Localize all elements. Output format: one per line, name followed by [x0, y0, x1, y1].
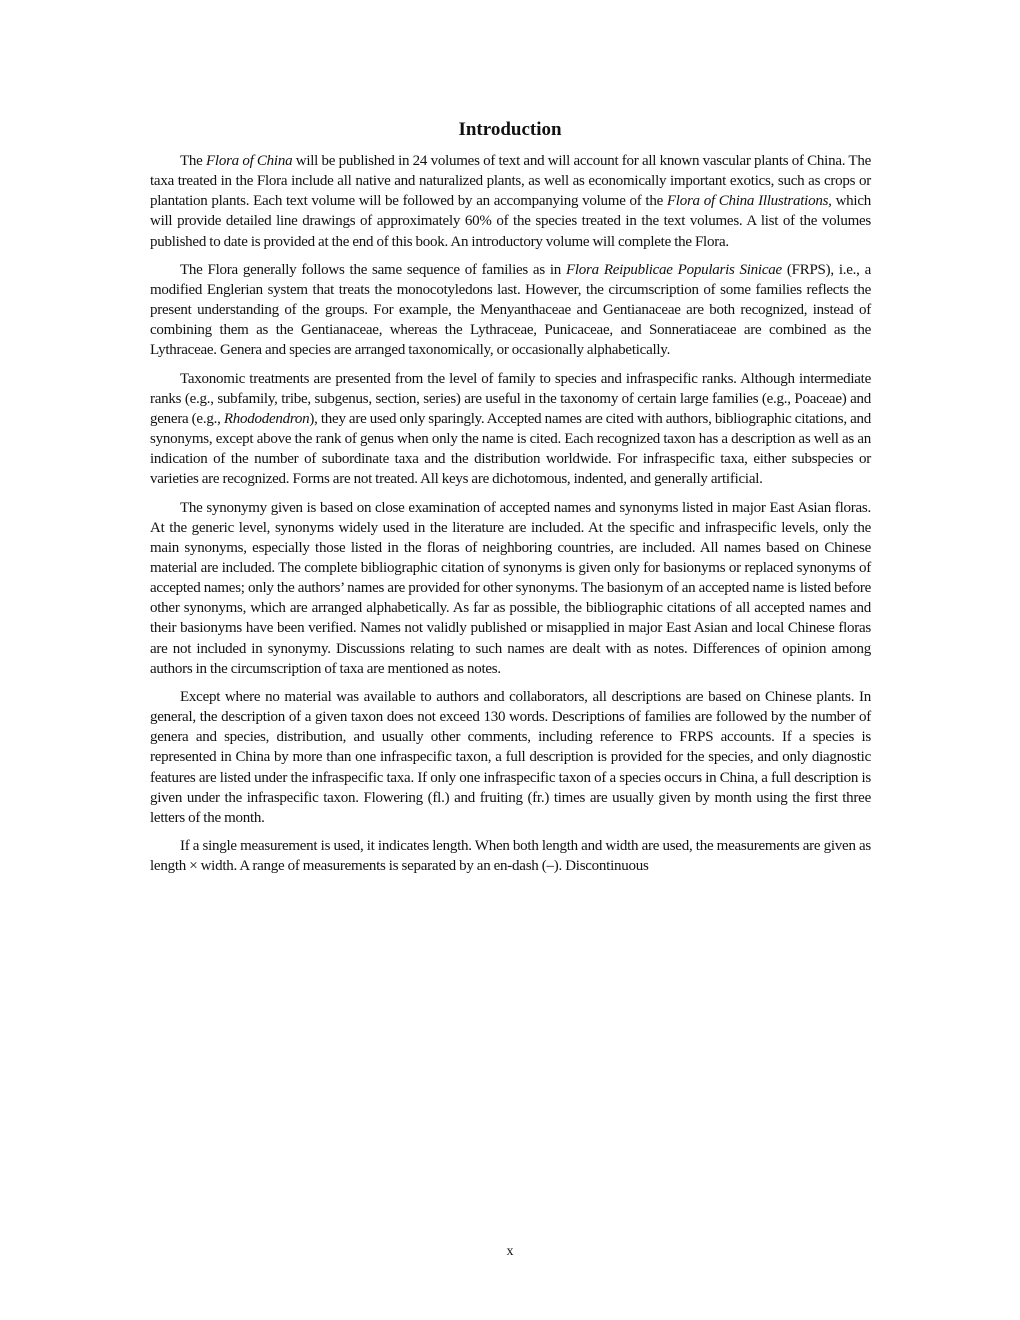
- page-title: Introduction: [458, 119, 562, 140]
- paragraph: [150, 151, 871, 252]
- text-run: will be published in 24 volumes of text and will account for all known vascular plants of China. The taxa treated in the Flora include all native and naturalized plants, as well as economically important exotics, such as crops or plantation plants. Each text volume will be followed by an accompanying volume of the: [150, 153, 871, 210]
- italic-text: Flora Reipublicae Popularis Sinicae: [565, 261, 782, 278]
- paragraph: [150, 498, 871, 679]
- paragraph: [150, 836, 871, 876]
- text-run: Except where no material was available to authors and collaborators, all descriptions are based on Chinese plants. In general, the description of a given taxon does not exceed 130 words. Descriptions of families are followed by the number of genera and species, distribution, and usually other comments, including reference to FRPS accounts. If a species is represented in China by more than one infraspecific taxon, a full description is provided for the species, and only diagnostic features are listed under the infraspecific taxa. If only one infraspecific taxon of a species occurs in China, a full description is given under the infraspecific taxon. Flowering (fl.) and fruiting (fr.) times are usually given by month using the first three letters of the month.: [150, 688, 871, 826]
- text-run: The: [180, 153, 206, 169]
- italic-text: Flora of China: [206, 153, 293, 169]
- text-run: ), they are used only sparingly. Accepted names are cited with authors, bibliographic citations, and synonyms, except above the rank of genus when only the name is cited. Each recognized taxon has a description as well as an indication of the number of subordinate taxa and the distribution worldwide. For infraspecific taxa, either subspecies or varieties are recognized. Forms are not treated. All keys are dichotomous, indented, and generally artificial.: [150, 410, 871, 488]
- paragraph: [150, 260, 871, 361]
- text-run: Taxonomic treatments are presented from the level of family to species and infraspecific ranks. Although intermediate ranks (e.g., subfamily, tribe, subgenus, section, series) are useful in the taxonomy of certain large families (e.g., Poaceae) and genera (e.g.,: [150, 370, 871, 427]
- text-run: which will provide detailed line drawings of approximately 60% of the species treated in the text volumes. A list of the volumes published to date is provided at the end of this book. An introductory volume will complete the Flora.: [150, 193, 871, 250]
- text-run: (FRPS), i.e., a modified Englerian system that treats the monocotyledons last. However, the circumscription of some families reflects the present understanding of the groups. For example, the Menyanthaceae and Gentianaceae are both recognized, instead of combining them as the Gentianaceae, whereas the Lythraceae, Punicaceae, and Sonneratiaceae are combined as the Lythraceae. Genera and species are arranged taxonomically, or occasionally alphabetically.: [150, 261, 871, 359]
- paragraph: [150, 369, 871, 490]
- text-run: If a single measurement is used, it indicates length. When both length and width are used, the measurements are given as length × width. A range of measurements is separated by an en-dash (–). Discontinuous: [150, 838, 871, 875]
- page-number: x: [506, 1244, 514, 1259]
- italic-text: Rhododendron: [223, 410, 310, 427]
- italic-text: Flora of China Illustrations,: [666, 193, 832, 210]
- text-run: The synonymy given is based on close examination of accepted names and synonyms listed in major East Asian floras. At the generic level, synonyms widely used in the literature are included. At the specific and infraspecific levels, only the main synonyms, especially those listed in the floras of neighboring countries, are included. All names based on Chinese material are included. The complete bibliographic citation of synonyms is given only for basionyms or replaced synonyms of accepted names; only the authors’ names are provided for other synonyms. The basionym of an accepted name is listed before other synonyms, which are arranged alphabetically. As far as possible, the bibliographic citations of all accepted names and their basionyms have been verified. Names not validly published or misapplied in major East Asian and local Chinese floras are not included in synonymy. Discussions relating to such names are dealt with as notes. Differences of opinion among authors in the circumscription of taxa are mentioned as notes.: [150, 499, 871, 677]
- text-run: The Flora generally follows the same sequence of families as in: [180, 261, 566, 278]
- paragraph: [150, 687, 871, 828]
- document-body: [150, 151, 871, 884]
